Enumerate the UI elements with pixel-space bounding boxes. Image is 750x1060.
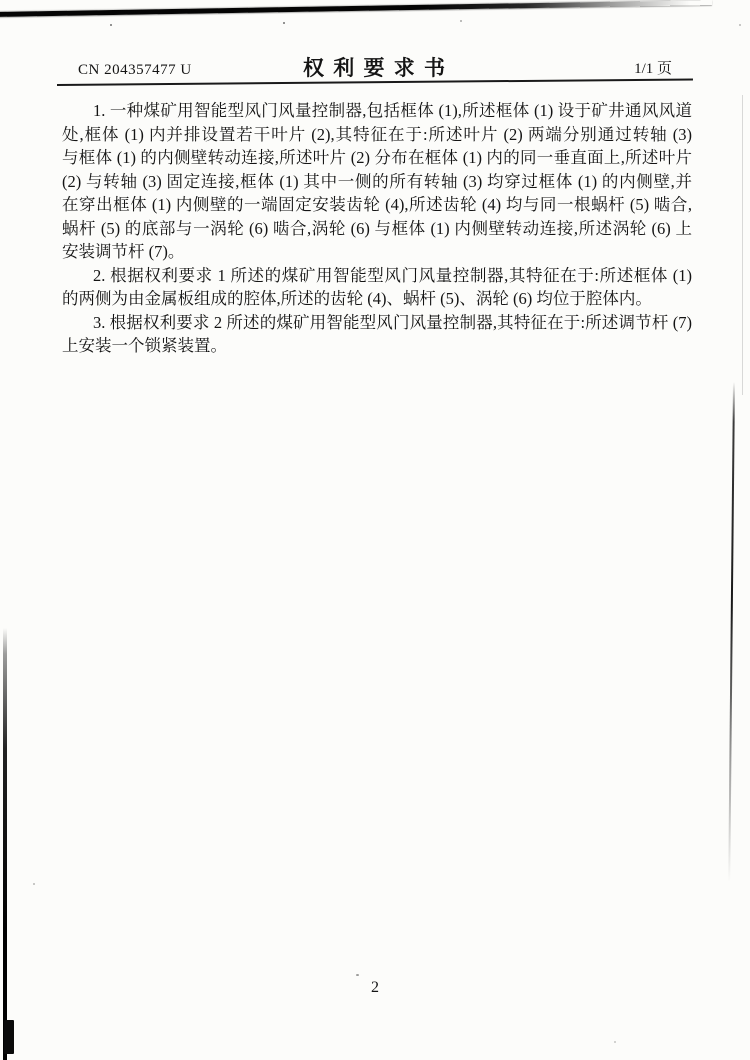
- scan-speck: [614, 1041, 616, 1043]
- claim-1-line: 蜗杆 (5) 的底部与一涡轮 (6) 啮合,涡轮 (6) 与框体 (1) 内侧壁转动连接,所述涡轮 (6) 上: [62, 218, 692, 238]
- claim-1-line: 在穿出框体 (1) 内侧壁的一端固定安装齿轮 (4),所述齿轮 (4) 均与同一根蜗杆 (5) 啮合,: [62, 195, 692, 214]
- claim-1-line: 与框体 (1) 的内侧壁转动连接,所述叶片 (2) 分布在框体 (1) 内的同一垂直面上,所述叶片: [62, 148, 692, 167]
- scan-speck: [33, 883, 35, 885]
- scan-artifact-right-edge-faint: [742, 95, 743, 395]
- page-indicator: 1/1 页: [634, 61, 672, 77]
- footer-page-number: 2: [371, 979, 379, 996]
- scan-speck: [110, 24, 112, 26]
- scan-artifact-top-band: [0, 0, 712, 17]
- claims-text-block: [62, 99, 692, 358]
- scan-speck: [283, 22, 285, 24]
- scan-artifact-right-edge: [728, 382, 735, 882]
- scan-speck: [460, 20, 462, 22]
- claim-1-line: 处,框体 (1) 内并排设置若干叶片 (2),其特征在于:所述叶片 (2) 两端分别通过转轴 (3): [62, 124, 692, 144]
- claim-1-line: 1. 一种煤矿用智能型风门风量控制器,包括框体 (1),所述框体 (1) 设于矿井通风风道: [93, 101, 692, 120]
- claim-1-line: 安装调节杆 (7)。: [62, 242, 185, 261]
- claim-1-line: (2) 与转轴 (3) 固定连接,框体 (1) 其中一侧的所有转轴 (3) 均穿过框体 (1) 的内侧壁,并: [62, 171, 692, 191]
- scan-artifact-bottom-left-blob: [4, 1020, 14, 1054]
- page-title: 权 利 要 求 书: [303, 56, 447, 80]
- document-number: CN 204357477 U: [78, 62, 192, 78]
- scan-speck: [356, 974, 359, 976]
- claim-3-line: 3. 根据权利要求 2 所述的煤矿用智能型风门风量控制器,其特征在于:所述调节杆 (7): [93, 312, 692, 332]
- scan-speck: [739, 24, 741, 26]
- claim-2-line: 2. 根据权利要求 1 所述的煤矿用智能型风门风量控制器,其特征在于:所述框体 (1): [93, 265, 692, 285]
- claim-2-line: 的两侧为由金属板组成的腔体,所述的齿轮 (4)、蜗杆 (5)、涡轮 (6) 均位于腔体内。: [62, 289, 652, 308]
- claim-3-line: 上安装一个锁紧装置。: [62, 336, 227, 355]
